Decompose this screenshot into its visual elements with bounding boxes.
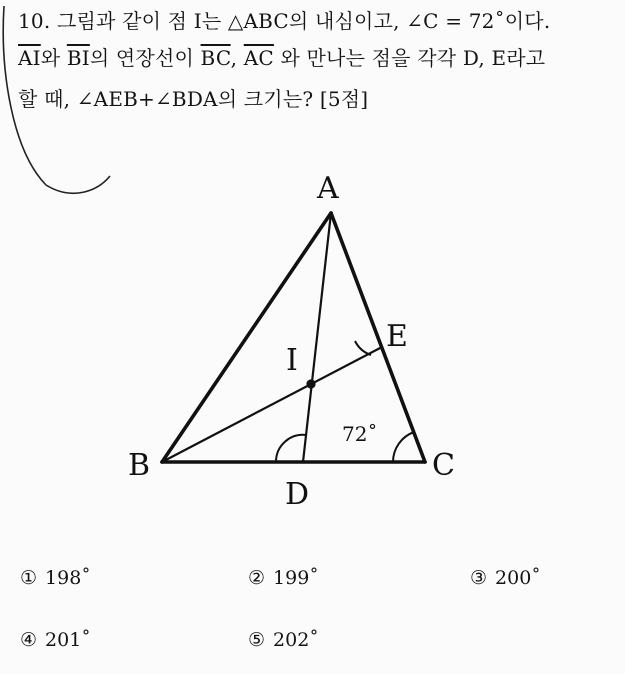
- pen-mark-curve: [3, 6, 110, 193]
- choice-4[interactable]: [20, 628, 91, 652]
- angle-c-mark: [393, 432, 414, 462]
- label-e: E: [386, 319, 408, 354]
- label-i: I: [286, 343, 298, 378]
- choice-5-number: ⑤: [248, 629, 266, 651]
- label-b: B: [128, 448, 151, 483]
- choice-1-number: ①: [20, 567, 38, 589]
- question-line-2-text-b: 의 연장선이: [89, 46, 201, 70]
- choice-5[interactable]: [248, 628, 319, 652]
- choice-3-text: 200˚: [495, 567, 541, 589]
- segment-ai: $\overline{AI}$: [18, 46, 41, 70]
- side-ab: [162, 213, 331, 462]
- choice-4-number: ④: [20, 629, 38, 651]
- choice-2-number: ②: [248, 567, 266, 589]
- choice-1-text: 198˚: [45, 567, 91, 589]
- choice-4-text: 201˚: [45, 629, 91, 651]
- label-d: D: [285, 477, 310, 512]
- label-c: C: [432, 448, 455, 483]
- choice-2[interactable]: [248, 566, 319, 590]
- question-line-3: 할 때, ∠AEB+∠BDA의 크기는? [5점]: [18, 87, 369, 111]
- choice-3-number: ③: [470, 567, 488, 589]
- segment-bi: $\overline{BI}$: [66, 46, 90, 70]
- question-line-2-text-a: 와: [40, 46, 67, 70]
- incenter-point: [306, 379, 315, 388]
- angle-c-label: 72˚: [342, 422, 378, 446]
- choice-2-text: 199˚: [273, 567, 319, 589]
- choice-5-text: 202˚: [273, 629, 319, 651]
- angle-bda-mark: [276, 435, 306, 462]
- segment-bc: $\overline{BC}$: [200, 46, 231, 70]
- choice-1[interactable]: [20, 566, 91, 590]
- question-line-1: 10. 그림과 같이 점 I는 △ABC의 내심이고, ∠C = 72˚이다.: [18, 9, 551, 33]
- choice-3[interactable]: [470, 566, 541, 590]
- label-a: A: [317, 171, 339, 206]
- question-line-2-comma: ,: [230, 46, 244, 70]
- segment-ac: $\overline{AC}$: [243, 46, 274, 70]
- question-line-2-text-c: 와 만나는 점을 각각 D, E라고: [273, 46, 546, 70]
